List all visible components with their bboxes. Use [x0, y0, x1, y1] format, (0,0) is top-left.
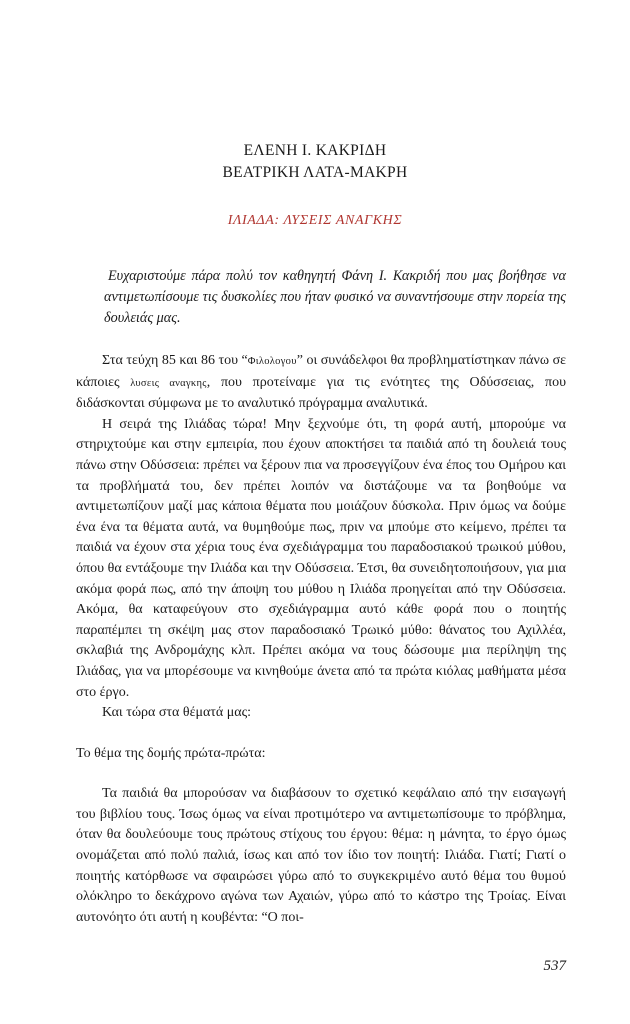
page-number: 537: [543, 958, 566, 974]
authors-block: [0, 140, 630, 184]
article-title: ΙΛΙΑΔΑ: ΛΥΣΕΙΣ ΑΝΑΓΚΗΣ: [227, 213, 403, 228]
text-run: ” οι συνάδελφοι θα προβληματίστηκαν πάνω σε κάποιες: [76, 353, 566, 390]
paragraph-gap: [76, 724, 566, 744]
text-run: , που προτείναμε για τις ενότητες της Οδύσσειας, που διδάσκονται σύμφωνα με το αναλυτικό πρόγραμμα αναλυτικά.: [76, 374, 566, 412]
body-paragraph: Και τώρα στα θέματά μας:: [102, 705, 252, 721]
body-paragraph: Η σειρά της Ιλιάδας τώρα! Μην ξεχνούμε ότι, τη φορά αυτή, μπορούμε να στηριχτούμε και στην εμπειρία, που έχουν αποκτήσει τα παιδιά από τη δουλειά τους πάνω στην Οδύσσεια: πρέπει να ξέρουν πια να προσεγγίζουν ένα έπος του Ομήρου και τα προβλήματά του, δεν πρέπει λοιπόν να διστάζουμε να τα βοηθούμε να αντιμετωπίζουν μαζί μας κάποια θέματα που μοιάζουν δύσκολα. Πριν όμως να δούμε ένα ένα τα θέματα αυτά, να θυμηθούμε πως, πριν να μπούμε στο κείμενο, πρέπει τα παιδιά να έχουν στα χέρια τους ένα σχεδιάγραμμα του παραδοσιακού τρωικού μύθου, όπου θα εντάξουμε την Ιλιάδα και την Οδύσσεια. Έτσι, θα συνειδητοποιήσουν, για μια ακόμα φορά πως, από την άποψη του μύθου η Ιλιάδα προηγείται από την Οδύσσεια. Ακόμα, θα καταφεύγουν στο σχεδιάγραμμα αυτό κάθε φορά που ο ποιητής παραπέμπει τη σκέψη μας στον παραδοσιακό Τρωικό μύθο: θάνατος του Αχιλλέα, σκλαβιά της Ανδρομάχης κλπ. Πρέπει ακόμα να τους δώσουμε μια περίληψη της Ιλιάδας, για να μπορέσουμε να κινηθούμε άνετα από τα πρώτα κιόλας μαθήματα μέσα στο έργο.: [76, 416, 566, 700]
body-paragraph: Τα παιδιά θα μπορούσαν να διαβάσουν το σχετικό κεφάλαιο από την εισαγωγή του βιβλίου τους. Ίσως όμως να είναι προτιμότερο να αντιμετωπίσουμε το πρόβλημα, όταν θα δουλεύουμε τους πρώτους στίχους του έργου: θέμα: η μάνητα, το έργο όμως ονομάζεται από πολύ παλιά, ίσως και από τον ίδιο τον ποιητή: Ιλιάδα. Γιατί; Γιατί ο ποιητής κατόρθωσε να σφαιρώσει γύρω από το συγκεκριμένο αυτό θέμα του θυμού ολόκληρο το δεκάχρονο αγώνα των Αχαιών, γύρω από το κάστρο της Τροίας. Είναι αυτονόητο ότι αυτή η κουβέντα: “Ο ποι-: [76, 786, 566, 925]
series-name: λυσεις αναγκης: [130, 377, 207, 389]
journal-name: Φιλολογου: [247, 356, 297, 367]
paragraph-gap: [76, 764, 566, 784]
author-name: ΕΛΕΝΗ Ι. ΚΑΚΡΙΔΗ: [243, 142, 387, 159]
text-run: Στα τεύχη 85 και 86 του “: [102, 353, 248, 368]
author-name: ΒΕΑΤΡΙΚΗ ΛΑΤΑ-ΜΑΚΡΗ: [222, 164, 408, 181]
acknowledgement-paragraph: Ευχαριστούμε πάρα πολύ τον καθηγητή Φάνη Ι. Κακριδή που μας βοήθησε να αντιμετωπίσουμε τις δυσκολίες που ήταν φυσικό να συναντήσουμε στην πορεία της δουλειάς μας.: [104, 268, 566, 326]
section-heading: Το θέμα της δομής πρώτα-πρώτα:: [76, 745, 266, 761]
article-body: [76, 351, 566, 928]
body-paragraph: [76, 351, 566, 415]
